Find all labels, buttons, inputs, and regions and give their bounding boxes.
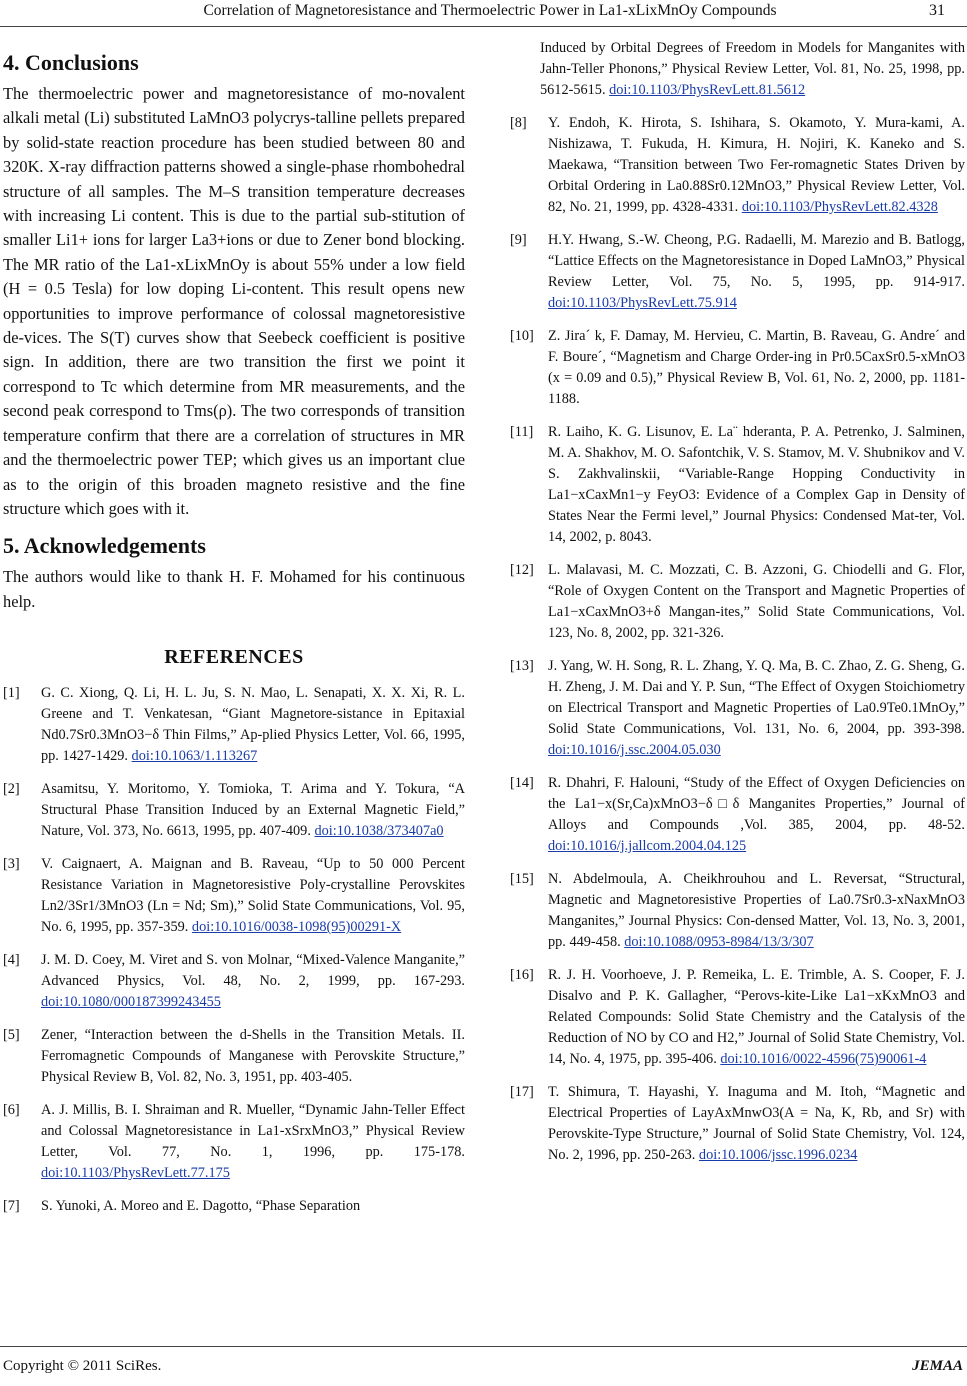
doi-link[interactable]: doi:10.1103/PhysRevLett.82.4328	[741, 199, 938, 215]
reference-continuation	[510, 38, 965, 101]
reference-item	[3, 1196, 465, 1217]
reference-item	[510, 965, 965, 1070]
header-rule	[0, 26, 967, 27]
reference-item	[510, 773, 965, 857]
reference-number: [2]	[3, 781, 20, 798]
doi-link[interactable]: doi:10.1016/j.jallcom.2004.04.125	[548, 838, 747, 854]
doi-link[interactable]: doi:10.1016/j.ssc.2004.05.030	[548, 742, 721, 758]
reference-item	[510, 656, 965, 761]
reference-text: H.Y. Hwang, S.-W. Cheong, P.G. Radaelli, M. Marezio and B. Batlogg, “Lattice Effects on the Magnetoresistance in Doped LaMnO3,” Physical Review Letter, Vol. 75, No. 5, 1995, pp. 914-917.	[548, 232, 965, 290]
reference-text: N. Abdelmoula, A. Cheikhrouhou and L. Reversat, “Structural, Magnetic and Magnetoresistive Properties of La0.7Sr0.3-xNaxMnO3 Manganites,” Journal Physics: Con-densed Matter, Vol. 13, No. 3, 2001, pp. 449-458.	[548, 871, 965, 950]
journal-name: JEMAA	[912, 1358, 963, 1374]
doi-link[interactable]: doi:10.1016/0038-1098(95)00291-X	[191, 919, 402, 936]
reference-text: V. Caignaert, A. Maignan and B. Raveau, “Up to 50 000 Percent Resistance Variation in Magnetoresistive Poly-crystalline Perovskites Ln2/3Sr1/3MnO3 (Ln = Nd; Sm),” Solid State Communications, Vol. 95, No. 6, 1995, pp. 357-359.	[41, 856, 465, 936]
copyright: Copyright © 2011 SciRes.	[3, 1358, 162, 1374]
reference-number: [17]	[510, 1084, 534, 1100]
reference-number: [5]	[3, 1027, 20, 1044]
conclusions-text: The thermoelectric power and magnetoresistance of mo-novalent alkali metal (Li) substituted LaMnO3 polycrys-talline pellets prepared by solid-state reaction procedure has been studied between 80 and 320K. X-ray diffraction patterns showed a single-phase rhombohedral structure of all samples. The M–S transition temperature decreases with increasing Li content. This is due to the partial sub-stitution of smaller Li1+ ions for larger La3+ions or due to Zener bond blocking. The MR ratio of the La1-xLixMnOy is about 55% under a low field (H = 0.5 Tesla) for low doping Li-content. This result opens new opportunities to improve performance of colossal magnetoresistive de-vices. The S(T) curves show that Seebeck coefficient is positive sign. In addition, there are two transition the first we point it correspond to Tc which determine from MR measurements, and the second peak correspond to Tms(ρ). The two corresponds of transition temperature confirm that there are a correlation of structures in MR and the thermoelectric power TEP; which gives us an important clue as to the origin of this broaden magneto resistive and the fine structure which goes with it.	[3, 84, 465, 518]
page-header	[0, 2, 967, 26]
doi-link[interactable]: doi:10.1088/0953-8984/13/3/307	[624, 934, 814, 950]
reference-number: [8]	[510, 115, 527, 131]
references-heading: REFERENCES	[164, 646, 304, 669]
reference-item	[510, 113, 965, 218]
reference-item	[3, 854, 465, 938]
reference-number: [3]	[3, 856, 20, 873]
reference-text: Asamitsu, Y. Moritomo, Y. Tomioka, T. Arima and Y. Tokura, “A Structural Phase Transition Induced by an External Magnetic Field,” Nature, Vol. 373, No. 6613, 1995, pp. 407-409.	[41, 781, 465, 840]
doi-link[interactable]: doi:10.1063/1.113267	[131, 748, 258, 765]
doi-link[interactable]: doi:10.1103/PhysRevLett.81.5612	[609, 82, 806, 98]
reference-number: [7]	[3, 1198, 20, 1215]
doi-link[interactable]: doi:10.1016/0022-4596(75)90061-4	[720, 1051, 927, 1067]
doi-link[interactable]: doi:10.1103/PhysRevLett.75.914	[548, 295, 737, 311]
reference-item	[510, 326, 965, 410]
reference-text: J. M. D. Coey, M. Viret and S. von Molnar, “Mixed-Valence Manganite,” Advanced Physics, Vol. 48, No. 2, 1999, pp. 167-293.	[41, 952, 465, 990]
reference-number: [1]	[3, 685, 20, 702]
reference-text: R. Laiho, K. G. Lisunov, E. La¨ hderanta, P. A. Petrenko, J. Salminen, M. A. Shakhov, M. O. Safontchik, V. S. Stamov, M. V. Shubnikov and V. S. Zakhvalinskii, “Variable-Range Hopping Conductivity in La1−xCaxMn1−y FeyO3: Evidence of a Complex Gap in Density of States Near the Fermi level,” Journal Physics: Condensed Mat-ter, Vol. 14, 2002, p. 8043.	[548, 424, 965, 545]
left-column	[3, 38, 465, 1229]
reference-number: [10]	[510, 328, 534, 344]
acknowledgements-heading: 5. Acknowledgements	[3, 533, 206, 559]
reference-number: [4]	[3, 952, 20, 969]
doi-link[interactable]: doi:10.1080/000187399243455	[41, 994, 221, 1011]
reference-item	[3, 950, 465, 1013]
footer-rule	[0, 1346, 967, 1347]
reference-text: L. Malavasi, M. C. Mozzati, C. B. Azzoni, G. Chiodelli and G. Flor, “Role of Oxygen Content on the Transport and Magnetic Properties of La1−xCaxMnO3+δ Mangan-ites,” Solid State Communications, Vol. 123, No. 8, 2002, pp. 321-326.	[548, 562, 965, 641]
doi-link[interactable]: doi:10.1103/PhysRevLett.77.175	[41, 1165, 230, 1182]
reference-item	[510, 869, 965, 953]
reference-text: J. Yang, W. H. Song, R. L. Zhang, Y. Q. Ma, B. C. Zhao, Z. G. Sheng, G. H. Zheng, J. M. Dai and Y. P. Sun, “The Effect of Oxygen Stoichiometry on Electrical Transport and Magnetic Properties of La0.9Te0.1MnOy,” Solid State Communications, Vol. 131, No. 6, 2004, pp. 393-398.	[548, 658, 966, 737]
reference-number: [13]	[510, 658, 534, 674]
reference-text: Z. Jira´ k, F. Damay, M. Hervieu, C. Martin, B. Raveau, G. Andre´ and F. Boure´, “Magnetism and Charge Order-ing in Pr0.5CaxSr0.5-xMnO3 (x = 0.09 and 0.5),” Physical Review B, Vol. 61, No. 2, 2000, pp. 1181- 1188.	[548, 328, 965, 407]
reference-text: S. Yunoki, A. Moreo and E. Dagotto, “Phase Separation	[41, 1198, 361, 1215]
page-footer	[0, 1346, 967, 1386]
running-title: Correlation of Magnetoresistance and Thermoelectric Power in La1-xLixMnOy Compounds	[203, 2, 777, 19]
reference-item	[3, 779, 465, 842]
reference-text: R. J. H. Voorhoeve, J. P. Remeika, L. E. Trimble, A. S. Cooper, F. J. Disalvo and P. K. Gallagher, “Perovs-kite-Like La1−xKxMnO3 and Related Compounds: Solid State Chemistry and the Catalysis of the Reduction of NO by CO and H2,” Journal of Solid State Chemistry, Vol. 14, No. 4, 1975, pp. 395-406.	[548, 967, 965, 1067]
reference-item	[3, 1025, 465, 1088]
right-column	[510, 38, 965, 1178]
reference-text: G. C. Xiong, Q. Li, H. L. Ju, S. N. Mao, L. Senapati, X. X. Xi, R. L. Greene and T. Venkatesan, “Giant Magnetore-sistance in Epitaxial Nd0.7Sr0.3MnO3−δ Thin Films,” Ap-plied Physics Letter, Vol. 66, 1995, pp. 1427-1429.	[41, 685, 465, 765]
reference-number: [9]	[510, 232, 527, 248]
reference-number: [14]	[510, 775, 534, 791]
reference-text: Zener, “Interaction between the d-Shells in the Transition Metals. II. Ferromagnetic Compounds of Manganese with Perovskite Structure,” Physical Review B, Vol. 82, No. 3, 1951, pp. 403-405.	[41, 1027, 465, 1086]
reference-item	[510, 230, 965, 314]
reference-text: A. J. Millis, B. I. Shraiman and R. Mueller, “Dynamic Jahn-Teller Effect and Colossal Magnetoresistance in La1-xSrxMnO3,” Physical Review Letter, Vol. 77, No. 1, 1996, pp. 175-178.	[41, 1102, 465, 1161]
reference-number: [16]	[510, 967, 534, 983]
doi-link[interactable]: doi:10.1038/373407a0	[314, 823, 444, 840]
acknowledgements-text: The authors would like to thank H. F. Mohamed for his continuous help.	[3, 567, 465, 611]
reference-text: T. Shimura, T. Hayashi, Y. Inaguma and M. Itoh, “Magnetic and Electrical Properties of LayAxMnwO3(A = Na, K, Rb, and Sr) with Perovskite-Type Structure,” Journal of Solid State Chemistry, Vol. 124, No. 2, 1996, pp. 250-263.	[548, 1084, 965, 1163]
conclusions-heading: 4. Conclusions	[3, 50, 139, 75]
reference-text: Y. Endoh, K. Hirota, S. Ishihara, S. Okamoto, Y. Mura-kami, A. Nishizawa, T. Fukuda, H. Kimura, H. Nojiri, K. Kaneko and S. Maekawa, “Transition between Two Fer-romagnetic States Driven by Orbital Ordering in La0.88Sr0.12MnO3,” Physical Review Letter, Vol. 82, No. 21, 1999, pp. 4328-4331.	[548, 115, 965, 215]
reference-text: R. Dhahri, F. Halouni, “Study of the Effect of Oxygen Deficiencies on the La1−x(Sr,Ca)xMnO3−δ□δ Manganites Properties,” Journal of Alloys and Compounds ,Vol. 385, 2004, pp. 48-52.	[548, 775, 965, 833]
reference-number: [6]	[3, 1102, 20, 1119]
page-number: 31	[929, 2, 945, 19]
reference-number: [11]	[510, 424, 534, 440]
reference-item	[3, 683, 465, 767]
reference-text: Induced by Orbital Degrees of Freedom in Models for Manganites with Jahn-Teller Phonons,” Physical Review Letter, Vol. 81, No. 25, 1998, pp. 5612-5615.	[540, 40, 965, 98]
reference-item	[510, 560, 965, 644]
reference-number: [15]	[510, 871, 534, 887]
doi-link[interactable]: doi:10.1006/jssc.1996.0234	[698, 1147, 858, 1163]
reference-item	[510, 1082, 965, 1166]
reference-item	[510, 422, 965, 548]
reference-item	[3, 1100, 465, 1184]
reference-number: [12]	[510, 562, 534, 578]
